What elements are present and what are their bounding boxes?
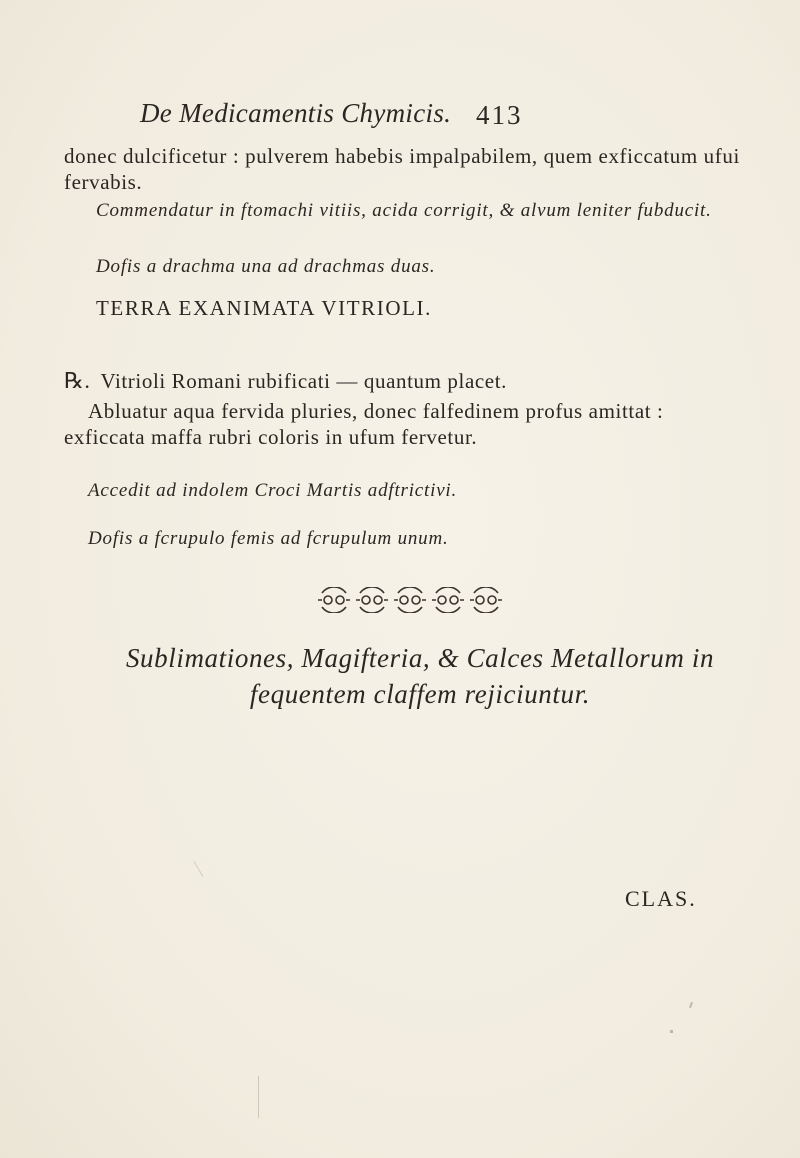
section-title: TERRA EXANIMATA VITRIOLI. <box>96 296 432 320</box>
paper-crease-mark <box>194 861 204 877</box>
page-number: 413 <box>476 100 523 130</box>
paragraph-dosis-drachma: Dofis a drachma una ad drachmas duas. <box>96 256 436 277</box>
recipe-sign-icon: ℞. <box>64 368 91 393</box>
closing-statement: Sublimationes, Magifteria, & Calces Metallorum in fequentem claffem rejiciuntur. <box>125 643 715 709</box>
catchword: CLAS. <box>625 886 697 911</box>
paper-speck <box>670 1030 673 1033</box>
recipe-text: Vitrioli Romani rubificati — quantum placet. <box>100 369 507 393</box>
paragraph-commendatur: Commendatur in ftomachi vitiis, acida corrigit, & alvum leniter fubducit. <box>96 200 712 221</box>
paragraph-continued-text: donec dulcificetur : pulverem habebis impalpabilem, quem exficcatum ufui fervabis. <box>64 144 740 194</box>
paragraph-accedit: Accedit ad indolem Croci Martis adftrictivi. <box>88 480 458 501</box>
paragraph-dosis-scrupulo: Dofis a fcrupulo femis ad fcrupulum unum. <box>88 528 449 549</box>
ornament-divider-icon <box>310 587 520 613</box>
paper-speck <box>689 1002 693 1008</box>
paper-crease-mark <box>258 1076 259 1118</box>
recipe-line <box>64 368 744 394</box>
paragraph-abluatur: Abluatur aqua fervida pluries, donec falfedinem profus amittat : exficcata maffa rubri coloris in ufum fervetur. <box>64 399 664 449</box>
running-title: De Medicamentis Chymicis. <box>140 98 452 128</box>
